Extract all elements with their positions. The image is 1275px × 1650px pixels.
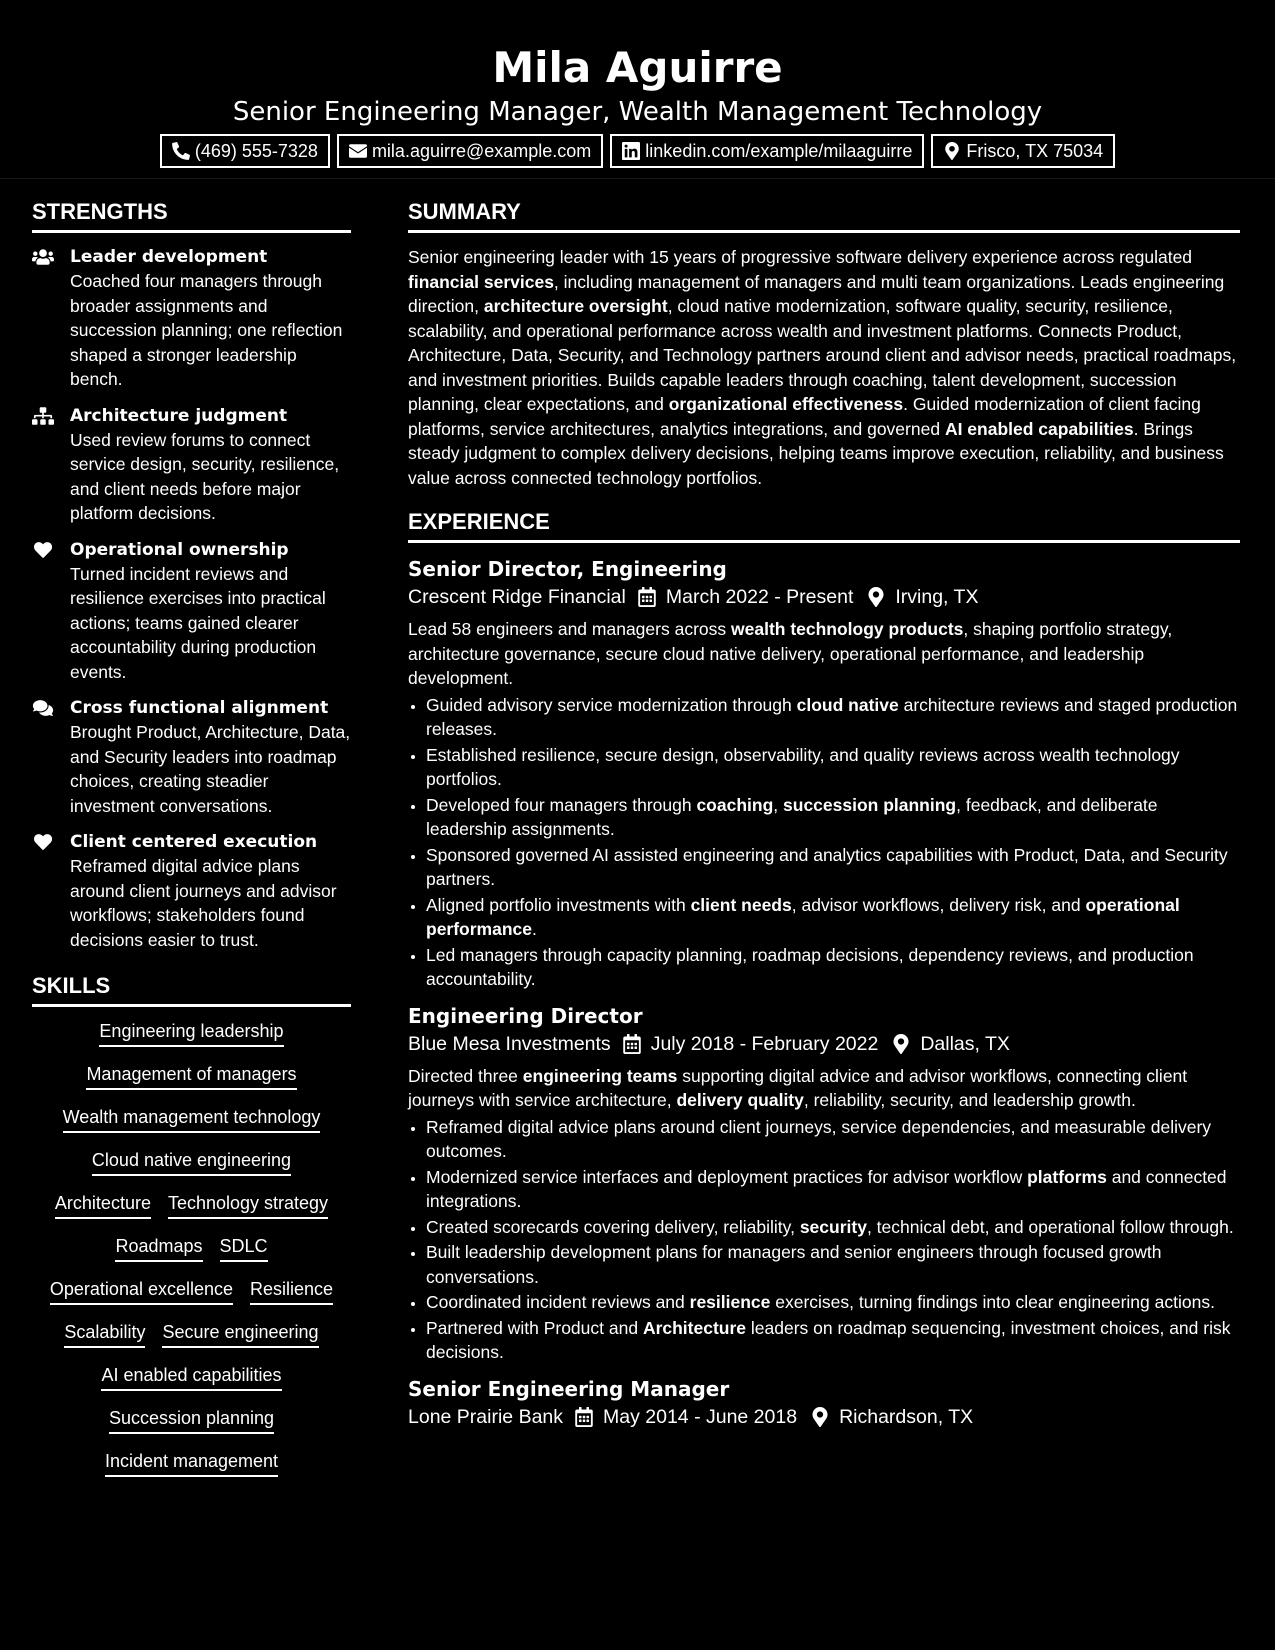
skill-tag: Roadmaps (115, 1234, 202, 1262)
skill-row (32, 1105, 351, 1133)
strength-desc: Used review forums to connect service design, security, resilience, and client needs before major platform decisions. (70, 429, 340, 523)
map-marker-icon (811, 1407, 829, 1427)
text-segment: Coordinated incident reviews and (426, 1292, 690, 1312)
bold-text: cloud native (796, 694, 899, 715)
text-segment: , advisor workflows, delivery risk, and (791, 894, 1086, 915)
list-item (426, 1215, 1240, 1240)
heart-icon (32, 833, 54, 851)
text-segment: Partnered with Product and (426, 1317, 643, 1338)
bold-text: AI enabled capabilities (944, 418, 1134, 439)
strengths-heading: STRENGTHS (32, 198, 351, 233)
resume-header (0, 0, 1275, 179)
contact-bar (0, 134, 1275, 168)
sitemap-icon (32, 407, 54, 425)
bold-text: operational performance (426, 894, 1180, 939)
map-marker-icon (867, 587, 885, 607)
skill-tag: AI enabled capabilities (101, 1363, 281, 1391)
bold-text: client needs (690, 894, 792, 915)
text-segment: supporting digital advice and advisor workflows, connecting client journeys with service architecture, (408, 1065, 1188, 1110)
job-dates: March 2022 - Present (665, 586, 854, 608)
strength-title: Architecture judgment (70, 405, 288, 426)
bold-text: engineering teams (522, 1065, 678, 1086)
skill-row (32, 1062, 351, 1090)
skill-tag: Incident management (105, 1449, 278, 1477)
list-item (426, 1316, 1240, 1365)
strength-title: Cross functional alignment (70, 698, 329, 718)
job-title: Senior Engineering Manager (408, 1376, 730, 1401)
text-segment: leaders on roadmap sequencing, investment choices, and risk decisions. (426, 1317, 1231, 1362)
skill-tag: Technology strategy (168, 1191, 328, 1219)
job-company: Lone Prairie Bank (408, 1405, 564, 1428)
text-segment: Developed four managers through (426, 794, 697, 815)
text-segment: Created scorecards covering delivery, reliability, (426, 1216, 800, 1237)
experience-heading: EXPERIENCE (408, 508, 1240, 543)
job-location: Irving, TX (895, 586, 979, 608)
contact-linkedin[interactable] (610, 134, 924, 168)
strength-title: Client centered execution (70, 832, 318, 852)
job-meta (408, 583, 1240, 611)
bold-text: organizational effectiveness (668, 394, 904, 414)
bold-text: resilience (689, 1292, 771, 1312)
job-description (408, 1064, 1240, 1113)
text-segment: . (532, 919, 537, 939)
job-entry (408, 1002, 1240, 1365)
skill-row (32, 1234, 351, 1262)
job-dates: May 2014 - June 2018 (603, 1405, 798, 1428)
text-segment: , reliability, security, and leadership growth. (803, 1090, 1136, 1110)
strength-title: Leader development (70, 247, 268, 267)
text-segment: Built leadership development plans for managers and senior engineers through focused growth conversations. (426, 1242, 1162, 1287)
contact-text: mila.aguirre@example.com (371, 141, 592, 161)
list-item (426, 1240, 1240, 1289)
job-location: Dallas, TX (920, 1032, 1010, 1055)
phone-icon (172, 142, 190, 160)
bold-text: architecture oversight (483, 296, 668, 316)
bold-text: succession planning (783, 794, 957, 815)
calendar-icon (575, 1407, 593, 1427)
candidate-title: Senior Engineering Manager, Wealth Management Technology (232, 97, 1043, 127)
contact-text: (469) 555-7328 (194, 141, 318, 161)
text-segment: , shaping portfolio strategy, architecture governance, secure cloud native delivery, operational performance, and leadership development. (408, 619, 1173, 688)
list-item (426, 843, 1240, 892)
text-segment: Directed three (408, 1065, 523, 1086)
strength-item (32, 830, 351, 952)
skill-row (32, 1449, 351, 1477)
job-meta (408, 1403, 1240, 1431)
list-item (426, 793, 1240, 842)
skill-row (32, 1363, 351, 1391)
skill-row (32, 1277, 351, 1305)
job-title: Senior Director, Engineering (408, 557, 727, 581)
strength-desc: Reframed digital advice plans around client journeys and advisor workflows; stakeholders found decisions easier to trust. (70, 856, 337, 950)
list-item (426, 943, 1240, 992)
skill-tag: Resilience (250, 1277, 333, 1305)
summary-text (408, 245, 1240, 490)
bold-text: delivery quality (676, 1090, 804, 1110)
calendar-icon (623, 1034, 641, 1054)
bold-text: wealth technology products (731, 619, 964, 639)
skill-tag: Wealth management technology (63, 1105, 321, 1133)
text-segment: . Brings steady judgment to complex delivery decisions, helping teams improve execution, reliability, and business value across connected technology portfolios. (408, 418, 1224, 488)
strength-title: Operational ownership (70, 539, 289, 560)
strength-item (32, 538, 351, 685)
skill-tag: Operational excellence (50, 1277, 233, 1305)
strength-desc: Brought Product, Architecture, Data, and Security leaders into roadmap choices, creating steadier investment conversations. (70, 722, 351, 816)
text-segment: , cloud native modernization, software quality, security, resilience, scalability, and operational performance across wealth and investment platforms. Connects Product, Architecture, Data, Security, and Technology partners around client and advisor needs, practical roadmaps, and investment priorities. Builds capable leaders through coaching, talent development, succession planning, clear expectations, and (408, 296, 1237, 414)
skill-tag: SDLC (220, 1234, 268, 1262)
job-bullets (408, 1115, 1240, 1365)
text-segment: architecture reviews and staged production releases. (426, 694, 1238, 739)
bold-text: platforms (1027, 1166, 1107, 1187)
strength-item (32, 696, 351, 818)
job-location: Richardson, TX (839, 1405, 974, 1428)
skill-tag: Architecture (55, 1191, 151, 1219)
text-segment: Reframed digital advice plans around client journeys, service dependencies, and measurable delivery outcomes. (426, 1116, 1212, 1161)
users-icon (32, 248, 54, 266)
skills-heading: SKILLS (32, 972, 351, 1007)
strength-item (32, 245, 351, 392)
bold-text: financial services (408, 271, 554, 292)
comments-icon (32, 699, 54, 717)
contact-email[interactable] (337, 134, 603, 168)
linkedin-icon (622, 142, 640, 160)
list-item (426, 1165, 1240, 1214)
strength-desc: Coached four managers through broader assignments and succession planning; one reflection shaped a stronger leadership bench. (70, 271, 343, 389)
contact-phone[interactable] (160, 134, 330, 168)
list-item (426, 693, 1240, 742)
strength-item (32, 404, 351, 526)
text-segment: and connected integrations. (426, 1166, 1227, 1211)
bold-text: coaching (696, 794, 774, 815)
skill-row (32, 1320, 351, 1348)
skill-row (32, 1191, 351, 1219)
bold-text: Architecture (642, 1317, 747, 1338)
skill-tag: Cloud native engineering (92, 1148, 291, 1176)
text-segment: Modernized service interfaces and deployment practices for advisor workflow (426, 1166, 1028, 1187)
skill-tag: Engineering leadership (99, 1019, 283, 1047)
text-segment: Lead 58 engineers and managers across (408, 619, 731, 639)
text-segment: . Guided modernization of client facing platforms, service architectures, analytics integrations, and governed (408, 394, 1201, 439)
text-segment: Senior engineering leader with 15 years of progressive software delivery experience across regulated (408, 247, 1193, 267)
skill-row (32, 1406, 351, 1434)
text-segment: Guided advisory service modernization through (426, 694, 797, 715)
contact-text: Frisco, TX 75034 (966, 141, 1104, 161)
skill-tag: Management of managers (86, 1062, 296, 1090)
candidate-name: Mila Aguirre (492, 43, 783, 92)
list-item (426, 893, 1240, 942)
skill-tag: Scalability (64, 1320, 145, 1348)
bold-text: security (799, 1216, 867, 1237)
job-bullets (408, 693, 1240, 992)
heart-icon (32, 541, 54, 559)
text-segment: exercises, turning findings into clear engineering actions. (770, 1292, 1215, 1312)
list-item (426, 743, 1240, 792)
envelope-icon (349, 142, 367, 160)
job-meta (408, 1030, 1240, 1058)
contact-location[interactable] (931, 134, 1115, 168)
job-dates: July 2018 - February 2022 (650, 1032, 879, 1055)
job-entry (408, 555, 1240, 992)
skill-row (32, 1148, 351, 1176)
list-item (426, 1115, 1240, 1164)
map-marker-icon (943, 142, 961, 160)
text-segment: Sponsored governed AI assisted engineering and analytics capabilities with Product, Data, and Security partners. (426, 844, 1228, 889)
text-segment: Led managers through capacity planning, roadmap decisions, dependency reviews, and production accountability. (426, 944, 1194, 989)
left-column (32, 198, 351, 1492)
skill-tag: Succession planning (109, 1406, 274, 1434)
text-segment: , feedback, and deliberate leadership assignments. (426, 794, 1158, 839)
map-marker-icon (892, 1034, 910, 1054)
experience-list (408, 555, 1240, 1431)
contact-text: linkedin.com/example/milaaguirre (645, 141, 913, 161)
text-segment: , including management of managers and multi team organizations. Leads engineering direction, (408, 271, 1225, 316)
job-company: Blue Mesa Investments (408, 1032, 611, 1055)
list-item (426, 1290, 1240, 1315)
text-segment: Established resilience, secure design, observability, and quality reviews across wealth technology portfolios. (426, 744, 1180, 789)
job-entry (408, 1375, 1240, 1431)
right-column (408, 198, 1240, 1437)
skill-row (32, 1019, 351, 1047)
job-description (408, 617, 1240, 691)
calendar-icon (638, 587, 656, 607)
text-segment: , (773, 794, 784, 815)
skill-tag: Secure engineering (162, 1320, 318, 1348)
job-title: Engineering Director (408, 1003, 643, 1028)
text-segment: , technical debt, and operational follow through. (866, 1216, 1234, 1237)
skills-list (32, 1019, 351, 1477)
summary-heading: SUMMARY (408, 198, 1240, 233)
text-segment: Aligned portfolio investments with (426, 894, 691, 915)
strength-desc: Turned incident reviews and resilience exercises into practical actions; teams gained clearer accountability during production events. (70, 563, 326, 682)
job-company: Crescent Ridge Financial (408, 586, 626, 608)
